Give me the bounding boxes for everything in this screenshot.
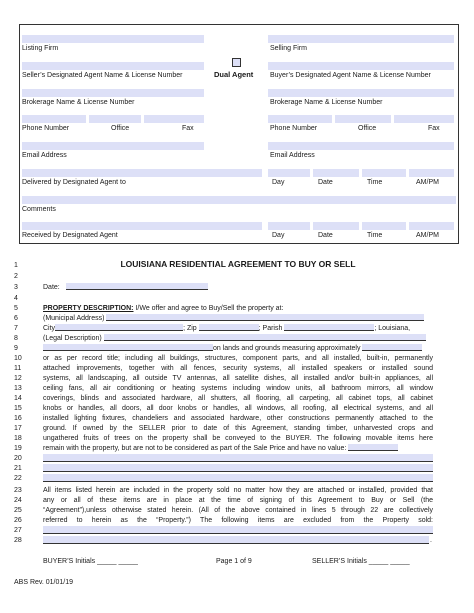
line-number: 6	[14, 315, 18, 322]
agreement-title: LOUISIANA RESIDENTIAL AGREEMENT TO BUY OR SELL	[120, 259, 356, 269]
movable-items-line-21[interactable]	[43, 464, 433, 472]
body-line-11: attached improvements, together with all fences, security systems, all installed speakers or installed sound	[43, 365, 433, 372]
seller-agent-field[interactable]	[22, 62, 204, 70]
property-description-intro: I/We offer and agree to Buy/Sell the property at:	[133, 305, 284, 312]
seller-email-label: Email Address	[22, 152, 67, 159]
buyer-email-field[interactable]	[268, 142, 454, 150]
received-by-field[interactable]	[22, 222, 262, 230]
movable-items-line-22[interactable]	[43, 474, 433, 482]
legal-description-cont-field[interactable]	[43, 344, 213, 351]
received-day-field[interactable]	[268, 222, 310, 230]
body-line-12: systems, all landscaping, all outside TV antennas, all satellite dishes, all installed and/or built-in appliances, all	[43, 375, 433, 382]
line-number: 23	[14, 487, 22, 494]
line-number: 2	[14, 273, 18, 280]
seller-fax-field[interactable]	[144, 115, 204, 123]
body-line-15: knobs or handles, all doors, all door knobs or handles, all windows, all roofing, all electrical systems, and all	[43, 405, 433, 412]
lands-text: on lands and grounds measuring approximately	[213, 345, 361, 352]
line-number: 14	[14, 395, 22, 402]
comments-field[interactable]	[22, 196, 456, 204]
buyer-phone-label: Phone Number	[270, 125, 318, 132]
body-line-19: remain with the property, but are not to be considered as part of the Sale Price and have no value:	[43, 445, 347, 452]
received-ampm-label: AM/PM	[416, 232, 439, 239]
property-description-row	[43, 304, 433, 313]
line-number: 15	[14, 405, 22, 412]
city-row	[43, 324, 433, 333]
seller-initials[interactable]: SELLER’S Initials _____ _____	[312, 558, 410, 565]
page-number: Page 1 of 9	[216, 558, 252, 565]
buyer-fax-field[interactable]	[394, 115, 454, 123]
delivered-time-field[interactable]	[362, 169, 406, 177]
excluded-items-line-28[interactable]	[43, 536, 429, 544]
received-by-label: Received by Designated Agent	[22, 232, 118, 239]
buyer-agent-label: Buyer’s Designated Agent Name & License Number	[270, 72, 431, 79]
buyer-brokerage-label: Brokerage Name & License Number	[270, 99, 383, 106]
dual-agent-checkbox[interactable]	[232, 58, 241, 67]
line-28-period: .	[430, 537, 432, 544]
buyer-agent-field[interactable]	[268, 62, 454, 70]
line-number: 7	[14, 325, 18, 332]
line-number: 5	[14, 305, 18, 312]
line-number: 9	[14, 345, 18, 352]
line-number: 17	[14, 425, 22, 432]
measurement-field[interactable]	[362, 344, 422, 351]
received-time-label: Time	[367, 232, 383, 239]
line-number: 11	[14, 365, 22, 372]
line-number: 24	[14, 497, 22, 504]
date-field[interactable]	[66, 283, 208, 290]
parish-field[interactable]	[284, 324, 374, 331]
revision-label: ABS Rev. 01/01/19	[14, 579, 74, 586]
delivered-date-field[interactable]	[313, 169, 359, 177]
received-date-field[interactable]	[313, 222, 359, 230]
lands-row	[43, 344, 433, 353]
city-field[interactable]	[55, 324, 183, 331]
delivered-time-label: Time	[367, 179, 383, 186]
body-line-14: coverings, blinds and associated hardware, all shutters, all flooring, all carpeting, all cabinet tops, all cabinet	[43, 395, 433, 402]
listing-firm-label: Listing Firm	[22, 45, 59, 52]
body-line-10: or as per record title; including all buildings, structures, component parts, and all installed, built-in, permanently	[43, 355, 433, 362]
delivered-day-field[interactable]	[268, 169, 310, 177]
city-label: City	[43, 325, 56, 332]
zip-label: ; Zip	[183, 325, 197, 332]
body-line-16: installed lighting fixtures, chandeliers and associated hardware, other constructions permanently attached to the	[43, 415, 433, 422]
buyer-brokerage-field[interactable]	[268, 89, 454, 97]
municipal-address-field[interactable]	[106, 314, 424, 321]
received-time-field[interactable]	[362, 222, 406, 230]
line-number: 16	[14, 415, 22, 422]
received-ampm-field[interactable]	[409, 222, 454, 230]
line-number: 22	[14, 475, 22, 482]
selling-firm-field[interactable]	[268, 35, 454, 43]
line-number: 21	[14, 465, 22, 472]
line-number: 19	[14, 445, 22, 452]
seller-agent-label: Seller’s Designated Agent Name & License Number	[22, 72, 183, 79]
line-number: 1	[14, 262, 18, 269]
line-number: 4	[14, 295, 18, 302]
legal-description-row	[43, 334, 433, 343]
buyer-office-label: Office	[358, 125, 377, 132]
received-date-label: Date	[318, 232, 333, 239]
zip-field[interactable]	[199, 324, 259, 331]
body-line-24: any or all of these items are in place at the time of signing of this Agreement to Buy or Sell (the	[43, 497, 433, 504]
body-line-18: ungathered fruits of trees on the property shall be conveyed to the BUYER. The following movable items here	[43, 435, 433, 442]
line-number: 20	[14, 455, 22, 462]
body-line-13: ceiling fans, all air conditioning or heating systems including window units, all bathroom mirrors, all window	[43, 385, 433, 392]
dual-agent-label: Dual Agent	[214, 70, 254, 79]
seller-brokerage-field[interactable]	[22, 89, 204, 97]
movable-items-line-20[interactable]	[43, 454, 433, 462]
body-line-25: “Agreement”),unless otherwise stated herein. (All of the above contained in lines 5 through 22 are collectively	[43, 507, 433, 514]
line-number: 18	[14, 435, 22, 442]
excluded-items-line-27[interactable]	[43, 526, 433, 534]
line-number: 25	[14, 507, 22, 514]
date-label: Date:	[43, 284, 60, 291]
buyer-fax-label: Fax	[428, 125, 440, 132]
agent-info-box	[19, 24, 459, 244]
comments-label: Comments	[22, 206, 56, 213]
line-number: 3	[14, 284, 18, 291]
line-number: 26	[14, 517, 22, 524]
listing-firm-field[interactable]	[22, 35, 204, 43]
line-number: 13	[14, 385, 22, 392]
louisiana-label: ; Louisiana,	[374, 325, 411, 332]
selling-firm-label: Selling Firm	[270, 45, 307, 52]
seller-office-field[interactable]	[89, 115, 141, 123]
delivered-by-label: Delivered by Designated Agent to	[22, 179, 126, 186]
line-number: 12	[14, 375, 22, 382]
legal-description-label: (Legal Description)	[43, 335, 102, 342]
buyer-phone-field[interactable]	[268, 115, 332, 123]
seller-office-label: Office	[111, 125, 130, 132]
line-number: 8	[14, 335, 18, 342]
delivered-date-label: Date	[318, 179, 333, 186]
received-day-label: Day	[272, 232, 285, 239]
seller-fax-label: Fax	[182, 125, 194, 132]
body-line-26: referred to herein as the “Property.”) The following items are excluded from the Property sold:	[43, 517, 433, 524]
delivered-ampm-field[interactable]	[409, 169, 454, 177]
buyer-office-field[interactable]	[335, 115, 391, 123]
body-line-23: All items listed herein are included in the property sold no matter how they are attached or installed, provided that	[43, 487, 433, 494]
delivered-by-field[interactable]	[22, 169, 262, 177]
seller-phone-label: Phone Number	[22, 125, 70, 132]
body-line-19-row	[43, 444, 433, 453]
date-row	[43, 283, 433, 292]
body-line-17: ground. If owned by the SELLER prior to date of this Agreement, standing timber, unharvested crops and	[43, 425, 433, 432]
seller-email-field[interactable]	[22, 142, 204, 150]
line-number: 28	[14, 537, 22, 544]
movable-items-field[interactable]	[348, 444, 398, 451]
legal-description-field[interactable]	[104, 334, 426, 341]
seller-phone-field[interactable]	[22, 115, 86, 123]
parish-label: ; Parish	[258, 325, 283, 332]
municipal-address-label: (Municipal Address)	[43, 315, 105, 322]
municipal-address-row	[43, 314, 433, 323]
seller-brokerage-label: Brokerage Name & License Number	[22, 99, 135, 106]
delivered-ampm-label: AM/PM	[416, 179, 439, 186]
line-number: 27	[14, 527, 22, 534]
property-description-heading: PROPERTY DESCRIPTION:	[43, 305, 134, 312]
buyer-email-label: Email Address	[270, 152, 315, 159]
line-number: 10	[14, 355, 22, 362]
delivered-day-label: Day	[272, 179, 285, 186]
buyer-initials[interactable]: BUYER’S Initials _____ _____	[43, 558, 138, 565]
